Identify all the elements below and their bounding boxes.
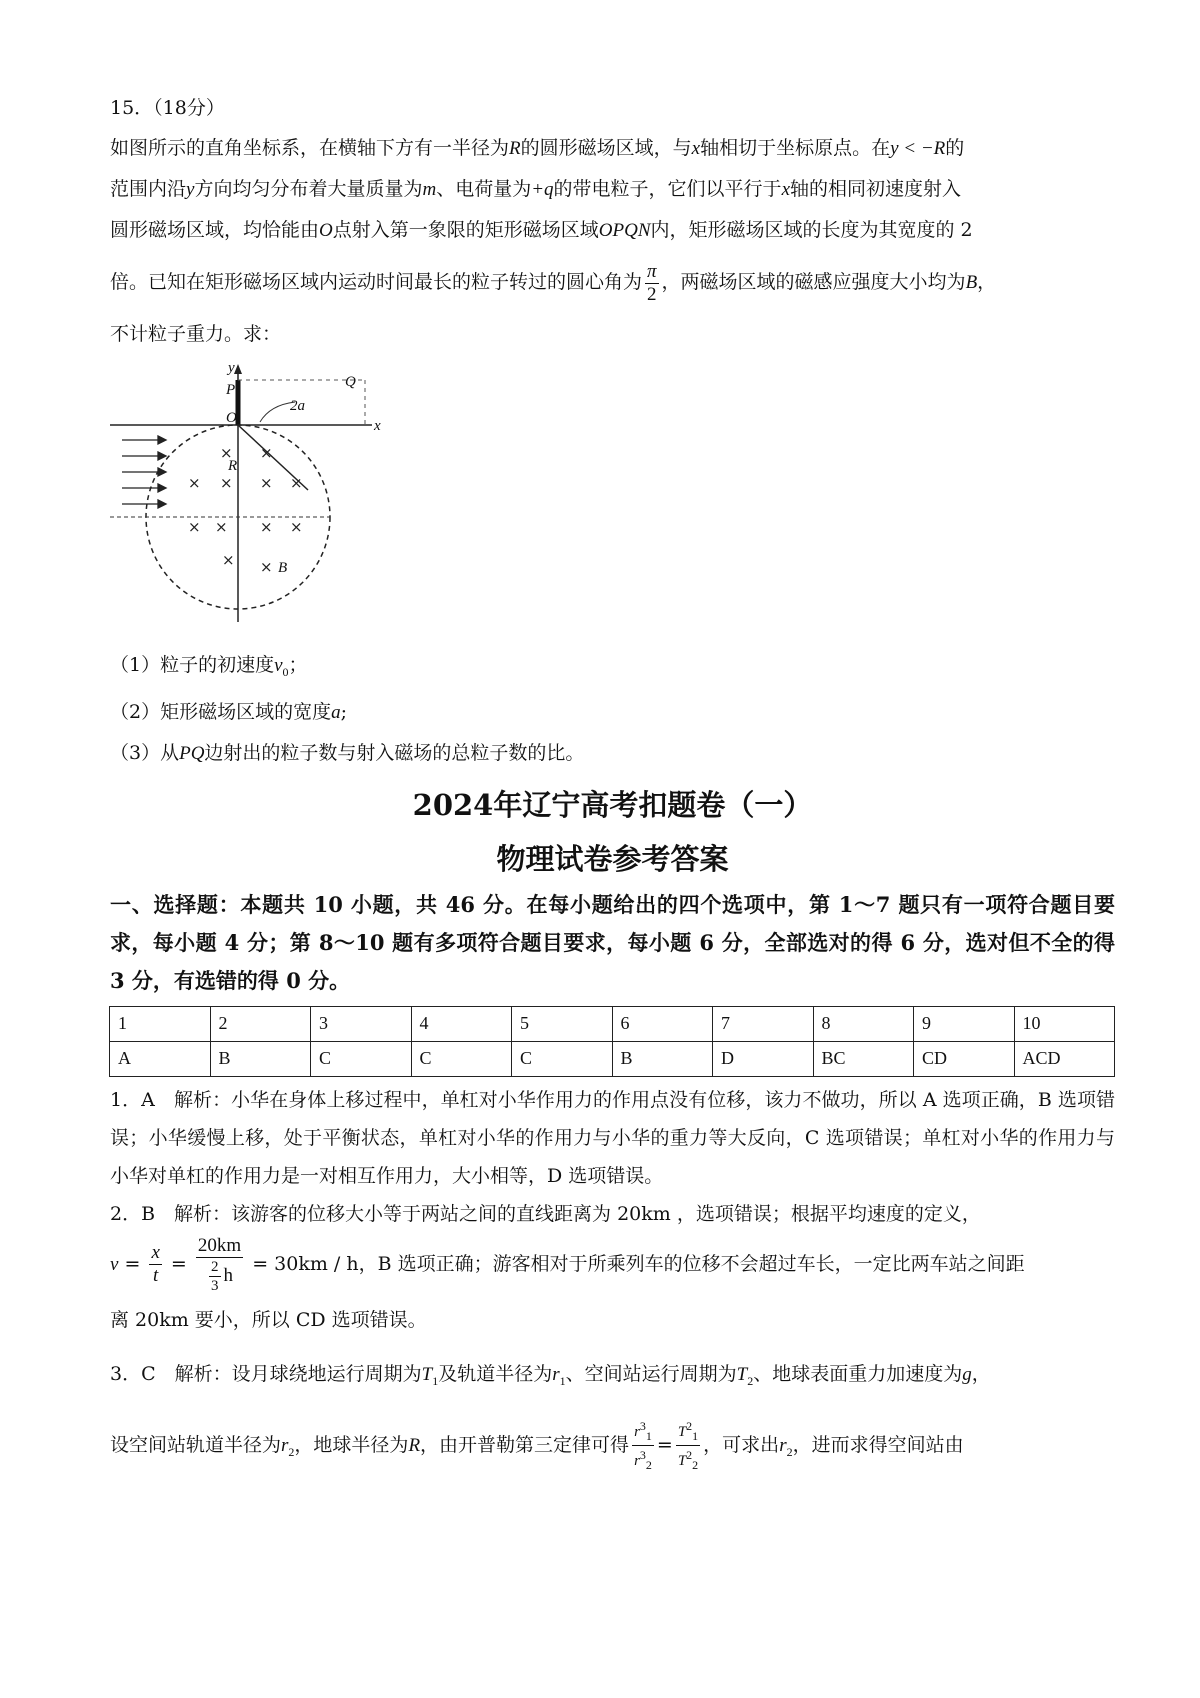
table-cell: ACD [1014,1041,1115,1076]
table-cell: 1 [110,1006,211,1041]
table-cell: CD [914,1041,1015,1076]
pi-over-2-fraction: $\frac{\pi}{2}$ [647,260,657,305]
y-axis-arrow [234,364,242,374]
table-cell: C [311,1041,412,1076]
table-cell: A [110,1041,211,1076]
sub-question-3: （3）从PQ边射出的粒子数与射入磁场的总粒子数的比。 [110,741,585,764]
label-p: P [226,382,236,398]
label-o: O [226,410,237,426]
distance-over-time-fraction: 20km $\frac{2}{3}$ h [197,1234,242,1294]
x-over-t-fraction: $\frac{x}{t}$ [151,1242,160,1287]
explanation-3-line-1: 3．C 解析：设月球绕地运行周期为$T_1$及轨道半径为$r_1$、空间站运行周期为$T_2$、地球表面重力加速度为g， [110,1362,991,1388]
magnetic-field-diagram [110,360,410,630]
table-cell: C [411,1041,512,1076]
explanation-1: 1．A 解析：小华在身体上移过程中，单杠对小华作用力的作用点没有位移，该力不做功，所以 A 选项正确，B 选项错误；小华缓慢上移，处于平衡状态，单杠对小华的作用力与小华的重力等大反向，C 选项错误；单杠对小华的作用力与小华对单杠的作用力是一对相互作用力，大小相等，D 选项错误。 [110,1088,1115,1187]
problem-header: 15．（18分） [110,97,225,119]
svg-text:×: × [222,551,235,569]
table-cell: B [612,1041,713,1076]
label-x: x [374,418,381,434]
table-cell: B [210,1041,311,1076]
explanation-2-line-1: 2．B 解析：该游客的位移大小等于两站之间的直线距离为 20km ，选项错误；根据平均速度的定义， [110,1202,981,1225]
svg-text:×: × [215,518,228,536]
answer-title: 2024年辽宁高考扣题卷（一） [412,787,813,822]
table-cell: 6 [612,1006,713,1041]
label-y: y [228,360,235,376]
table-cell: 9 [914,1006,1015,1041]
sub-question-2: （2）矩形磁场区域的宽度a; [110,700,347,723]
table-cell: 7 [713,1006,814,1041]
sub-question-1: （1）粒子的初速度$v_0$； [110,654,308,679]
table-row-numbers [110,1006,1115,1041]
problem-text-line-1: 如图所示的直角坐标系，在横轴下方有一半径为R的圆形磁场区域，与x轴相切于坐标原点。在y < −R的 [110,137,965,159]
table-cell: 2 [210,1006,311,1041]
explanation-2-equation-line: v = $\frac{x}{t}$ = 20km $\frac{2}{3}$ h = 30km / h，B 选项正确；游客相对于所乘列车的位移不会超过车长，一定比两车站之间距 [110,1234,1025,1294]
table-cell: C [512,1041,613,1076]
svg-text:×: × [290,474,303,492]
label-b: B [278,560,288,576]
problem-text-line-3: 圆形磁场区域，均恰能由O点射入第一象限的矩形磁场区域OPQN内，矩形磁场区域的长度为其宽度的 2 [110,219,973,241]
page-content [110,88,1115,1484]
table-cell: 10 [1014,1006,1115,1041]
section-heading: 一、选择题：本题共 10 小题，共 46 分。在每小题给出的四个选项中，第 1～7 题只有一项符合题目要求，每小题 4 分；第 8～10 题有多项符合题目要求，每小题 6 分，全部选对的得 6 分，选对但不全的得 3 分，有选错的得 0 分。 [110,891,1115,993]
explanation-3-line-2: 设空间站轨道半径为$r_2$，地球半径为R，由开普勒第三定律可得 $\frac{r^3_1}{r^3_2}$ = $\frac{T^2_1}{T^2_2}$ ，可求出$r_2$，进而求得空间站由 [110,1419,964,1473]
label-2a: 2a [290,398,305,414]
table-cell: 3 [311,1006,412,1041]
table-cell: BC [813,1041,914,1076]
answer-subtitle: 物理试卷参考答案 [496,841,729,876]
r-cubed-ratio-fraction: $\frac{r^3_1}{r^3_2}$ [634,1419,652,1473]
table-cell: 4 [411,1006,512,1041]
problem-text-line-2: 范围内沿y方向均匀分布着大量质量为m、电荷量为+q的带电粒子，它们以平行于x轴的相同初速度射入 [110,178,962,200]
table-row-answers [110,1041,1115,1076]
problem-text-line-5: 不计粒子重力。求： [110,323,282,345]
particle-arrows [122,436,166,508]
svg-text:×: × [260,444,273,462]
table-cell: D [713,1041,814,1076]
svg-text:×: × [290,518,303,536]
svg-text:×: × [188,474,201,492]
two-thirds-fraction: $\frac{2}{3}$ [211,1258,219,1294]
label-r: R [228,458,238,474]
table-cell: 8 [813,1006,914,1041]
svg-text:×: × [220,474,233,492]
svg-text:×: × [260,518,273,536]
problem-text-line-4: 倍。已知在矩形磁场区域内运动时间最长的粒子转过的圆心角为 $\frac{\pi}{2}$ ，两磁场区域的磁感应强度大小均为B， [110,260,997,305]
label-q: Q [345,374,356,390]
answer-table [109,1006,1115,1077]
svg-text:×: × [260,558,273,576]
field-crosses [188,444,303,576]
svg-text:×: × [188,518,201,536]
table-cell: 5 [512,1006,613,1041]
t-squared-ratio-fraction: $\frac{T^2_1}{T^2_2}$ [677,1419,699,1473]
svg-text:×: × [260,474,273,492]
explanation-2-line-3: 离 20km 要小，所以 CD 选项错误。 [110,1308,427,1331]
svg-text:×: × [220,444,233,462]
